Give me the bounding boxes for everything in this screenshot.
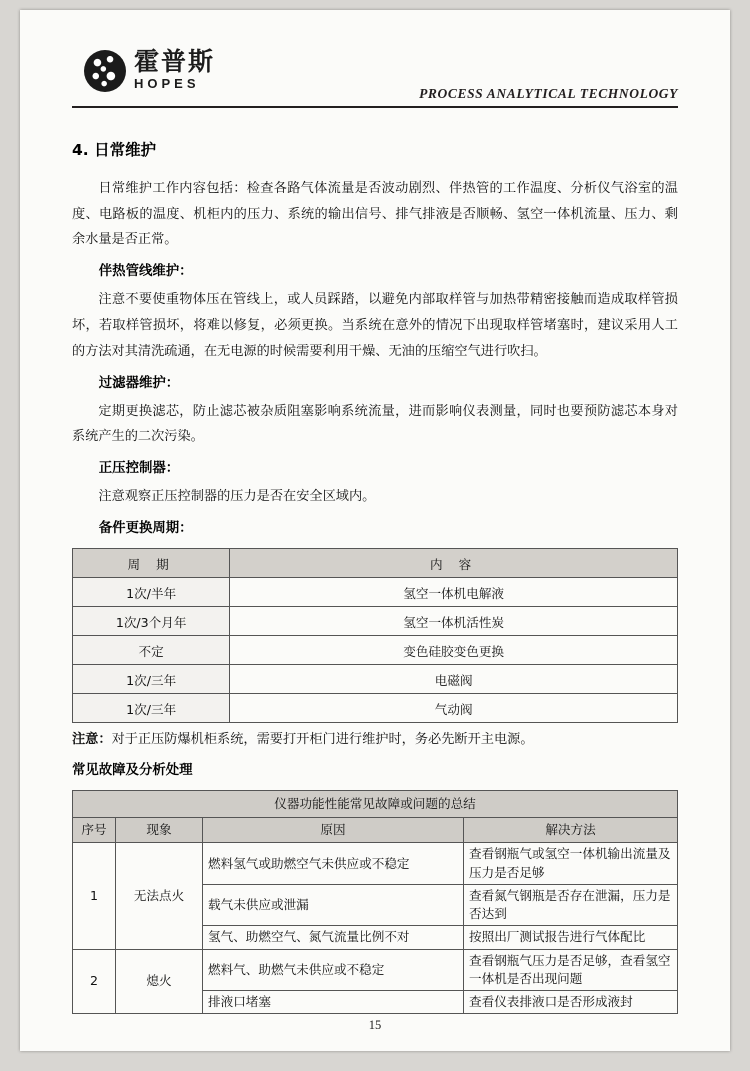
faults-cause-cell: 燃料气、助燃气未供应或不稳定 bbox=[203, 949, 464, 991]
section-title: 4. 日常维护 bbox=[72, 141, 157, 159]
faults-heading: 常见故障及分析处理 bbox=[72, 763, 193, 779]
subsection-body-filter: 定期更换滤芯，防止滤芯被杂质阻塞影响系统流量，进而影响仪表测量，同时也要预防滤芯本身对系统产生的二次污染。 bbox=[72, 403, 678, 445]
header-tagline: PROCESS ANALYTICAL TECHNOLOGY bbox=[419, 86, 678, 101]
document-page bbox=[20, 10, 730, 1051]
parts-content-cell: 氢空一体机活性炭 bbox=[230, 607, 678, 636]
faults-solution-cell: 按照出厂测试报告进行气体配比 bbox=[464, 926, 678, 949]
table-row bbox=[73, 607, 678, 636]
faults-cause-cell: 燃料氢气或助燃空气未供应或不稳定 bbox=[203, 843, 464, 885]
faults-header-row bbox=[73, 818, 678, 843]
logo-english-name: HOPES bbox=[134, 75, 200, 91]
parts-cycle-cell: 1次/三年 bbox=[73, 694, 230, 723]
faults-header-solution: 解决方法 bbox=[464, 818, 678, 843]
faults-cause-cell: 载气未供应或泄漏 bbox=[203, 884, 464, 926]
parts-cycle-cell: 1次/半年 bbox=[73, 578, 230, 607]
parts-cycle-cell: 1次/3个月年 bbox=[73, 607, 230, 636]
subsection-heading-filter: 过滤器维护： bbox=[98, 375, 180, 391]
common-faults-table bbox=[72, 790, 678, 1014]
faults-solution-cell: 查看钢瓶气压力是否足够，查看氢空一体机是否出现问题 bbox=[464, 949, 678, 991]
spare-parts-table bbox=[72, 548, 678, 723]
page-number: 15 bbox=[368, 1018, 382, 1032]
parts-content-cell: 氢空一体机电解液 bbox=[230, 578, 678, 607]
parts-cycle-cell: 1次/三年 bbox=[73, 665, 230, 694]
faults-index-cell: 1 bbox=[73, 843, 116, 949]
subsection-body-heated-line: 注意不要使重物体压在管线上，或人员踩踏，以避免内部取样管与加热带精密接触而造成取样管损坏，若取样管损坏，将难以修复，必须更换。当系统在意外的情况下出现取样管堵塞时，建议采用人工的方法对其清洗疏通，在无电源的时候需要利用干燥、无油的压缩空气进行吹扫。 bbox=[72, 292, 678, 359]
faults-phenomenon-cell: 熄火 bbox=[116, 949, 203, 1014]
company-logo bbox=[84, 48, 215, 90]
faults-solution-cell: 查看氮气钢瓶是否存在泄漏，压力是否达到 bbox=[464, 884, 678, 926]
intro-paragraph: 日常维护工作内容包括：检查各路气体流量是否波动剧烈、伴热管的工作温度、分析仪气浴室的温度、电路板的温度、机柜内的压力、系统的输出信号、排气排液是否顺畅、氢空一体机流量、压力、剩余水量是否正常。 bbox=[72, 181, 678, 248]
table-row bbox=[73, 636, 678, 665]
warning-note-text: 对于正压防爆机柜系统，需要打开柜门进行维护时，务必先断开主电源。 bbox=[111, 732, 534, 748]
faults-phenomenon-cell: 无法点火 bbox=[116, 843, 203, 949]
parts-content-cell: 气动阀 bbox=[230, 694, 678, 723]
parts-content-cell: 变色硅胶变色更换 bbox=[230, 636, 678, 665]
warning-note-label: 注意： bbox=[72, 732, 112, 748]
faults-solution-cell: 查看钢瓶气或氢空一体机输出流量及压力是否足够 bbox=[464, 843, 678, 885]
faults-cause-cell: 氢气、助燃空气、氮气流量比例不对 bbox=[203, 926, 464, 949]
table-row bbox=[73, 843, 678, 885]
parts-header-cycle: 周 期 bbox=[73, 549, 230, 578]
subsection-body-pressure-controller: 注意观察正压控制器的压力是否在安全区域内。 bbox=[98, 489, 376, 505]
subsection-heading-spare-parts: 备件更换周期： bbox=[98, 521, 193, 537]
warning-note bbox=[72, 727, 678, 752]
parts-cycle-cell: 不定 bbox=[73, 636, 230, 665]
faults-header-index: 序号 bbox=[73, 818, 116, 843]
table-row bbox=[73, 665, 678, 694]
faults-header-cause: 原因 bbox=[203, 818, 464, 843]
subsection-heading-heated-line: 伴热管线维护： bbox=[98, 264, 193, 280]
table-row bbox=[73, 949, 678, 991]
logo-text bbox=[134, 46, 216, 91]
parts-content-cell: 电磁阀 bbox=[230, 665, 678, 694]
faults-solution-cell: 查看仪表排液口是否形成液封 bbox=[464, 991, 678, 1014]
table-header-row bbox=[73, 549, 678, 578]
logo-chinese-name: 霍普斯 bbox=[134, 46, 216, 76]
faults-banner-row bbox=[73, 791, 678, 818]
subsection-heading-pressure-controller: 正压控制器： bbox=[98, 461, 180, 477]
faults-index-cell: 2 bbox=[73, 949, 116, 1014]
page-header bbox=[72, 48, 678, 108]
table-row bbox=[73, 578, 678, 607]
logo-grapes-icon bbox=[84, 50, 126, 92]
faults-header-phenomenon: 现象 bbox=[116, 818, 203, 843]
faults-banner: 仪器功能性能常见故障或问题的总结 bbox=[73, 791, 678, 818]
table-row bbox=[73, 694, 678, 723]
parts-header-content: 内 容 bbox=[230, 549, 678, 578]
faults-cause-cell: 排液口堵塞 bbox=[203, 991, 464, 1014]
